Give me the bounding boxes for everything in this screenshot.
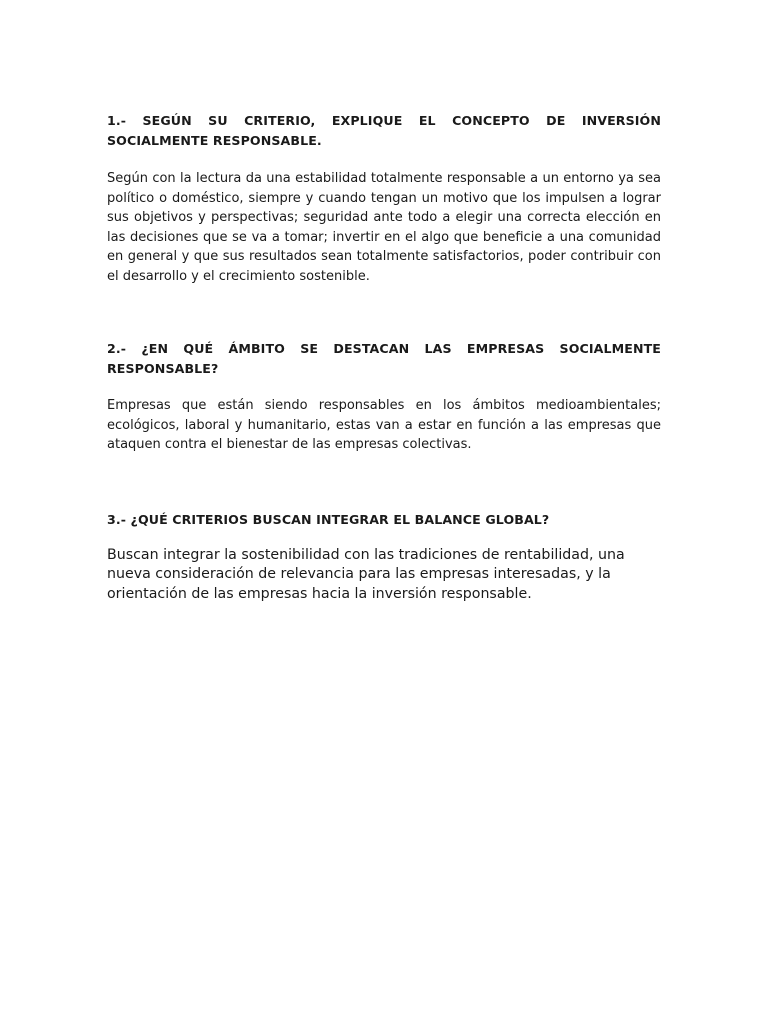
question-heading-1: 1.- SEGÚN SU CRITERIO, EXPLIQUE EL CONCEPTO DE INVERSIÓN SOCIALMENTE RESPONSABLE.: [107, 113, 661, 148]
question-section-2: [107, 339, 661, 455]
answer-paragraph-3: Buscan integrar la sostenibilidad con las tradiciones de rentabilidad, una nueva consideración de relevancia para las empresas interesadas, y la orientación de las empresas hacia la inversión responsable.: [107, 546, 625, 602]
question-heading-2: 2.- ¿EN QUÉ ÁMBITO SE DESTACAN LAS EMPRESAS SOCIALMENTE RESPONSABLE?: [107, 341, 661, 376]
question-section-3: [107, 510, 661, 605]
document-page: [107, 111, 661, 604]
question-section-1: [107, 111, 661, 286]
question-heading-3: 3.- ¿QUÉ CRITERIOS BUSCAN INTEGRAR EL BALANCE GLOBAL?: [107, 511, 550, 527]
answer-paragraph-1: Según con la lectura da una estabilidad totalmente responsable a un entorno ya sea político o doméstico, siempre y cuando tengan un motivo que los impulsen a lograr sus objetivos y perspectivas; seguridad ante todo a elegir una correcta elección en las decisiones que se va a tomar; invertir en el algo que beneficie a una comunidad en general y que sus resultados sean totalmente satisfactorios, poder contribuir con el desarrollo y el crecimiento sostenible.: [107, 171, 661, 284]
answer-paragraph-2: Empresas que están siendo responsables en los ámbitos medioambientales; ecológicos, laboral y humanitario, estas van a estar en función a las empresas que ataquen contra el bienestar de las empresas colectivas.: [107, 398, 661, 452]
